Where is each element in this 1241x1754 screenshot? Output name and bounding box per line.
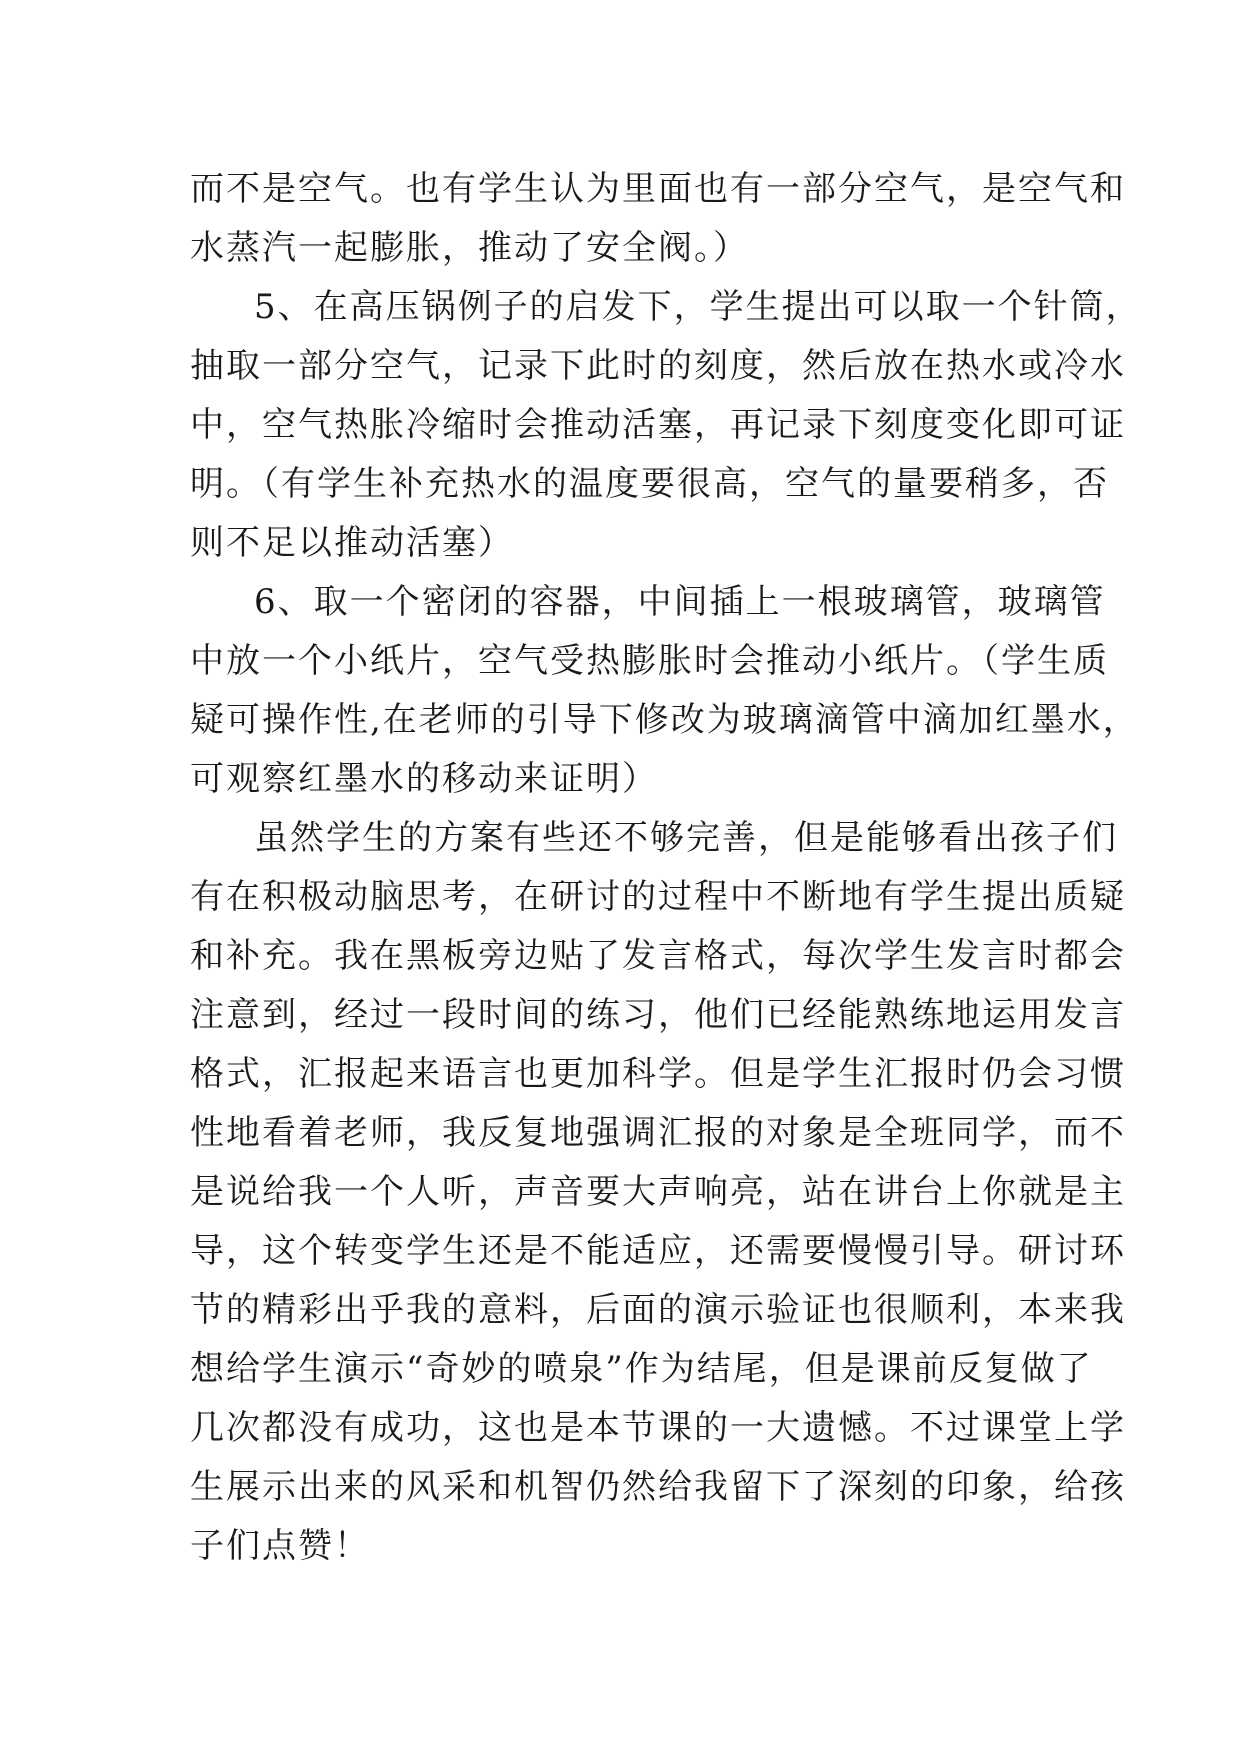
text-line: 可观察红墨水的移动来证明）: [190, 759, 658, 799]
text-line: 水蒸汽一起膨胀，推动了安全阀。）: [190, 228, 749, 268]
text-line: 和补充。我在黑板旁边贴了发言格式，每次学生发言时都会: [190, 936, 1126, 976]
text-line: 疑可操作性,在老师的引导下修改为玻璃滴管中滴加红墨水，: [190, 700, 1139, 740]
text-line: 性地看着老师，我反复地强调汇报的对象是全班同学，而不: [190, 1113, 1126, 1153]
text-line: 节的精彩出乎我的意料，后面的演示验证也很顺利，本来我: [190, 1290, 1126, 1330]
text-line: 明。（有学生补充热水的温度要很高，空气的量要稍多，否: [190, 464, 1109, 504]
text-line: 则不足以推动活塞）: [190, 523, 514, 563]
text-line: 中，空气热胀冷缩时会推动活塞，再记录下刻度变化即可证: [190, 405, 1126, 445]
text-line: 虽然学生的方案有些还不够完善，但是能够看出孩子们: [254, 818, 1118, 858]
text-line: 而不是空气。也有学生认为里面也有一部分空气，是空气和: [190, 169, 1126, 209]
text-line: 子们点赞！: [190, 1526, 370, 1566]
text-line: 导，这个转变学生还是不能适应，还需要慢慢引导。研讨环: [190, 1231, 1126, 1271]
text-line: 格式，汇报起来语言也更加科学。但是学生汇报时仍会习惯: [190, 1054, 1126, 1094]
text-line: 生展示出来的风采和机智仍然给我留下了深刻的印象，给孩: [190, 1467, 1126, 1507]
text-line: 想给学生演示“奇妙的喷泉”作为结尾，但是课前反复做了: [190, 1349, 1093, 1389]
text-line: 抽取一部分空气，记录下此时的刻度，然后放在热水或冷水: [190, 346, 1126, 386]
text-line: 有在积极动脑思考，在研讨的过程中不断地有学生提出质疑: [190, 877, 1126, 917]
text-line: 6、取一个密闭的容器，中间插上一根玻璃管，玻璃管: [254, 582, 1106, 622]
text-line: 几次都没有成功，这也是本节课的一大遗憾。不过课堂上学: [190, 1408, 1126, 1448]
body-text: [190, 160, 1142, 1576]
text-line: 是说给我一个人听，声音要大声响亮，站在讲台上你就是主: [190, 1172, 1126, 1212]
text-line: 注意到，经过一段时间的练习，他们已经能熟练地运用发言: [190, 995, 1126, 1035]
text-line: 5、在高压锅例子的启发下，学生提出可以取一个针筒，: [254, 287, 1142, 327]
text-line: 中放一个小纸片，空气受热膨胀时会推动小纸片。（学生质: [190, 641, 1109, 681]
